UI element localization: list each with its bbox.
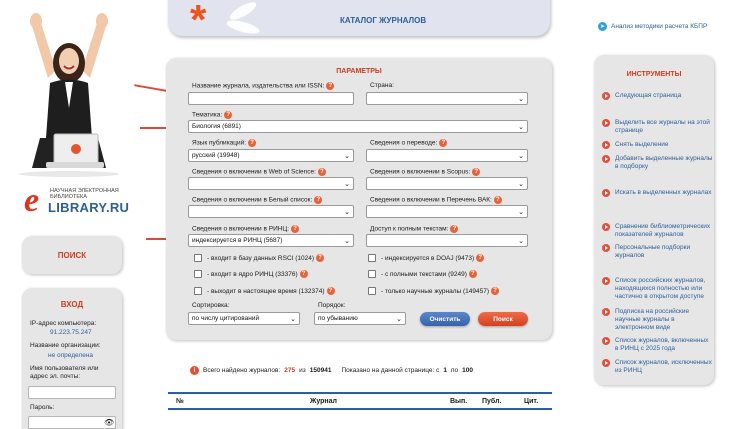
clear-button[interactable]: Очистить xyxy=(420,312,470,326)
decor-leaf xyxy=(225,18,260,36)
org-label: Название организации: xyxy=(30,342,101,349)
tool-search-selected[interactable]: Искать в выделенных журналах xyxy=(602,189,713,197)
asterisk-decor-icon: * xyxy=(190,0,207,36)
help-icon[interactable]: ? xyxy=(491,287,499,295)
kbpr-link[interactable] xyxy=(598,22,707,31)
tool-personal-collections[interactable]: Персональные подборки журналов xyxy=(602,244,713,260)
username-input[interactable] xyxy=(28,386,116,399)
help-icon[interactable]: ? xyxy=(469,270,477,278)
chevron-down-icon: ⌄ xyxy=(290,316,296,323)
results-summary xyxy=(190,366,473,375)
arrow-bullet-icon xyxy=(602,119,610,127)
show-password-icon[interactable]: 👁 xyxy=(104,418,115,427)
arrow-bullet-icon xyxy=(602,359,610,367)
ip-label: IP-адрес компьютера: xyxy=(30,320,97,327)
parameters-title: ПАРАМЕТРЫ xyxy=(336,68,382,75)
org-value: не определена xyxy=(48,352,94,359)
shown-to: 100 xyxy=(462,367,473,374)
search-link[interactable]: ПОИСК xyxy=(57,250,87,260)
help-icon[interactable]: ? xyxy=(291,225,299,233)
journal-name-input[interactable] xyxy=(188,92,354,105)
journal-name-label: Название журнала, издательства или ISSN: ? xyxy=(192,82,334,90)
checkbox-box[interactable] xyxy=(194,270,202,278)
current-checkbox[interactable]: - выходит в настоящее время (132374) ? xyxy=(194,287,335,295)
rinc-select[interactable]: индексируется в РИНЦ (5687) ⌄ xyxy=(188,234,354,247)
tool-subscription[interactable]: Подписка на российские научные журналы в электронном виде xyxy=(602,308,713,332)
elibrary-logo[interactable] xyxy=(22,182,134,219)
to-word: по xyxy=(450,367,459,374)
subject-label: Тематика: ? xyxy=(192,111,232,119)
scopus-select[interactable] xyxy=(366,177,528,190)
fulltext-select[interactable] xyxy=(366,234,528,247)
logo-brand: LIBRARY.RU xyxy=(48,200,130,215)
help-icon[interactable]: ? xyxy=(494,196,502,204)
help-icon[interactable]: ? xyxy=(472,168,480,176)
col-issues[interactable]: Вып. xyxy=(450,398,468,405)
order-label: Порядок: xyxy=(318,302,346,309)
total-count: 150941 xyxy=(309,367,332,374)
tool-compare[interactable]: Сравнение библиометрических показателей журналов xyxy=(602,223,713,239)
checkbox-box[interactable] xyxy=(368,254,376,262)
shown-label: Показано на данной странице: с xyxy=(341,367,440,374)
password-label: Пароль: xyxy=(30,404,55,411)
order-select[interactable]: по убыванию ⌄ xyxy=(314,312,406,325)
arrow-bullet-icon xyxy=(602,223,610,231)
arrow-bullet-icon xyxy=(602,244,610,252)
parameters-panel xyxy=(166,58,552,340)
checkbox-box[interactable] xyxy=(194,287,202,295)
help-icon[interactable]: ? xyxy=(224,111,232,119)
login-panel xyxy=(22,288,122,429)
shown-from: 1 xyxy=(443,367,447,374)
whitelist-select[interactable] xyxy=(188,205,354,218)
of-word: из xyxy=(299,367,306,374)
logo-e-mark: e xyxy=(24,182,40,219)
language-label: Язык публикаций: ? xyxy=(192,139,256,147)
col-citations[interactable]: Цит. xyxy=(524,398,539,405)
vak-label: Сведения о включении в Перечень ВАК: ? xyxy=(370,196,502,204)
tools-panel xyxy=(594,55,714,385)
found-label: Всего найдено журналов: xyxy=(203,367,281,374)
sort-label: Сортировка: xyxy=(192,302,230,309)
scopus-label: Сведения о включении в Scopus: ? xyxy=(370,168,480,176)
help-icon[interactable]: ? xyxy=(439,139,447,147)
scientific-checkbox[interactable]: - только научные журналы (149457) ? xyxy=(368,287,499,295)
arrow-bullet-icon xyxy=(602,155,610,163)
help-icon[interactable]: ? xyxy=(248,139,256,147)
results-table-header xyxy=(168,392,552,410)
checkbox-box[interactable] xyxy=(368,270,376,278)
col-publications[interactable]: Публ. xyxy=(482,398,502,405)
rinc-label: Сведения о включении в РИНЦ: ? xyxy=(192,225,299,233)
col-number[interactable]: № xyxy=(176,398,184,405)
chevron-down-icon: ⌄ xyxy=(344,181,350,188)
help-icon[interactable]: ? xyxy=(476,254,484,262)
subject-select[interactable]: Биология (6891) ⌄ xyxy=(188,120,528,133)
help-icon[interactable]: ? xyxy=(318,168,326,176)
country-select[interactable] xyxy=(366,92,528,105)
doaj-checkbox[interactable]: - индексируется в DOAJ (9473) ? xyxy=(368,254,484,262)
tool-excluded-list[interactable]: Список журналов, исключенных из РИНЦ xyxy=(602,359,713,375)
tool-open-access-list[interactable]: Список российских журналов, находящихся полностью или частично в открытом доступе xyxy=(602,277,713,301)
tool-select-all[interactable]: Выделить все журналы на этой странице xyxy=(602,119,713,135)
info-icon: i xyxy=(190,366,199,375)
page-title: КАТАЛОГ ЖУРНАЛОВ xyxy=(340,16,427,25)
col-journal[interactable]: Журнал xyxy=(310,398,337,405)
arrow-bullet-icon xyxy=(602,277,610,285)
chevron-down-icon: ⌄ xyxy=(518,96,524,103)
search-panel[interactable] xyxy=(22,236,122,274)
wos-select[interactable] xyxy=(188,177,354,190)
wos-label: Сведения о включении в Web of Science: ? xyxy=(192,168,326,176)
fulltext-label: Доступ к полным текстам: ? xyxy=(370,225,458,233)
tools-title: ИНСТРУМЕНТЫ xyxy=(626,71,682,78)
help-icon[interactable]: ? xyxy=(300,270,308,278)
chevron-down-icon: ⌄ xyxy=(518,124,524,131)
arrow-bullet-icon xyxy=(602,189,610,197)
translation-label: Сведения о переводе: ? xyxy=(370,139,447,147)
arrow-bullet-icon xyxy=(602,141,610,149)
telegram-icon: ➤ xyxy=(599,24,606,30)
arrow-bullet-icon xyxy=(602,92,610,100)
arrow-bullet-icon xyxy=(602,308,610,316)
password-input[interactable] xyxy=(28,416,116,429)
logo-subtitle: НАУЧНАЯ ЭЛЕКТРОННАЯ БИБЛИОТЕКА xyxy=(50,188,119,200)
search-button[interactable]: Поиск xyxy=(478,312,528,326)
help-icon[interactable]: ? xyxy=(327,287,335,295)
chevron-down-icon: ⌄ xyxy=(344,153,350,160)
username-label: Имя пользователя или адрес эл. почты: xyxy=(30,365,99,380)
rinc-core-checkbox[interactable]: - входит в ядро РИНЦ (33376) ? xyxy=(194,270,308,278)
help-icon[interactable]: ? xyxy=(314,196,322,204)
whitelist-label: Сведения о включении в Белый список: ? xyxy=(192,196,322,204)
help-icon[interactable]: ? xyxy=(326,82,334,90)
tool-next-page[interactable]: Следующая страница xyxy=(602,92,713,100)
chevron-down-icon: ⌄ xyxy=(344,209,350,216)
country-label: Страна: xyxy=(370,82,394,89)
chevron-down-icon: ⌄ xyxy=(396,316,402,323)
language-select[interactable]: русский (19948) ⌄ xyxy=(188,149,354,162)
chevron-down-icon: ⌄ xyxy=(518,238,524,245)
chevron-down-icon: ⌄ xyxy=(518,153,524,160)
translation-select[interactable] xyxy=(366,149,528,162)
chevron-down-icon: ⌄ xyxy=(518,209,524,216)
help-icon[interactable]: ? xyxy=(316,254,324,262)
chevron-down-icon: ⌄ xyxy=(518,181,524,188)
kbpr-link-label[interactable]: Анализ методики расчета КБПР xyxy=(611,23,708,30)
tool-deselect[interactable]: Снять выделение xyxy=(602,141,713,149)
arrow-bullet-icon xyxy=(602,337,610,345)
login-title: ВХОД xyxy=(60,300,84,309)
tool-add-to-collection[interactable]: Добавить выделенные журналы в подборку xyxy=(602,155,713,171)
help-icon[interactable]: ? xyxy=(450,225,458,233)
header-tab xyxy=(168,0,550,36)
sort-select[interactable]: по числу цитирований ⌄ xyxy=(188,312,300,325)
fulltext-checkbox[interactable]: - с полными текстами (9249) ? xyxy=(368,270,477,278)
ip-value: 91.223.75.247 xyxy=(50,329,92,336)
checkbox-box[interactable] xyxy=(194,254,202,262)
hero-illustration xyxy=(10,8,128,178)
rsci-checkbox[interactable]: - входит в базу данных RSCI (1024) ? xyxy=(194,254,324,262)
found-count: 275 xyxy=(284,367,296,374)
tool-rinc-2025-list[interactable]: Список журналов, включенных в РИНЦ с 2025 года xyxy=(602,337,713,353)
chevron-down-icon: ⌄ xyxy=(344,238,350,245)
vak-select[interactable] xyxy=(366,205,528,218)
checkbox-box[interactable] xyxy=(368,287,376,295)
